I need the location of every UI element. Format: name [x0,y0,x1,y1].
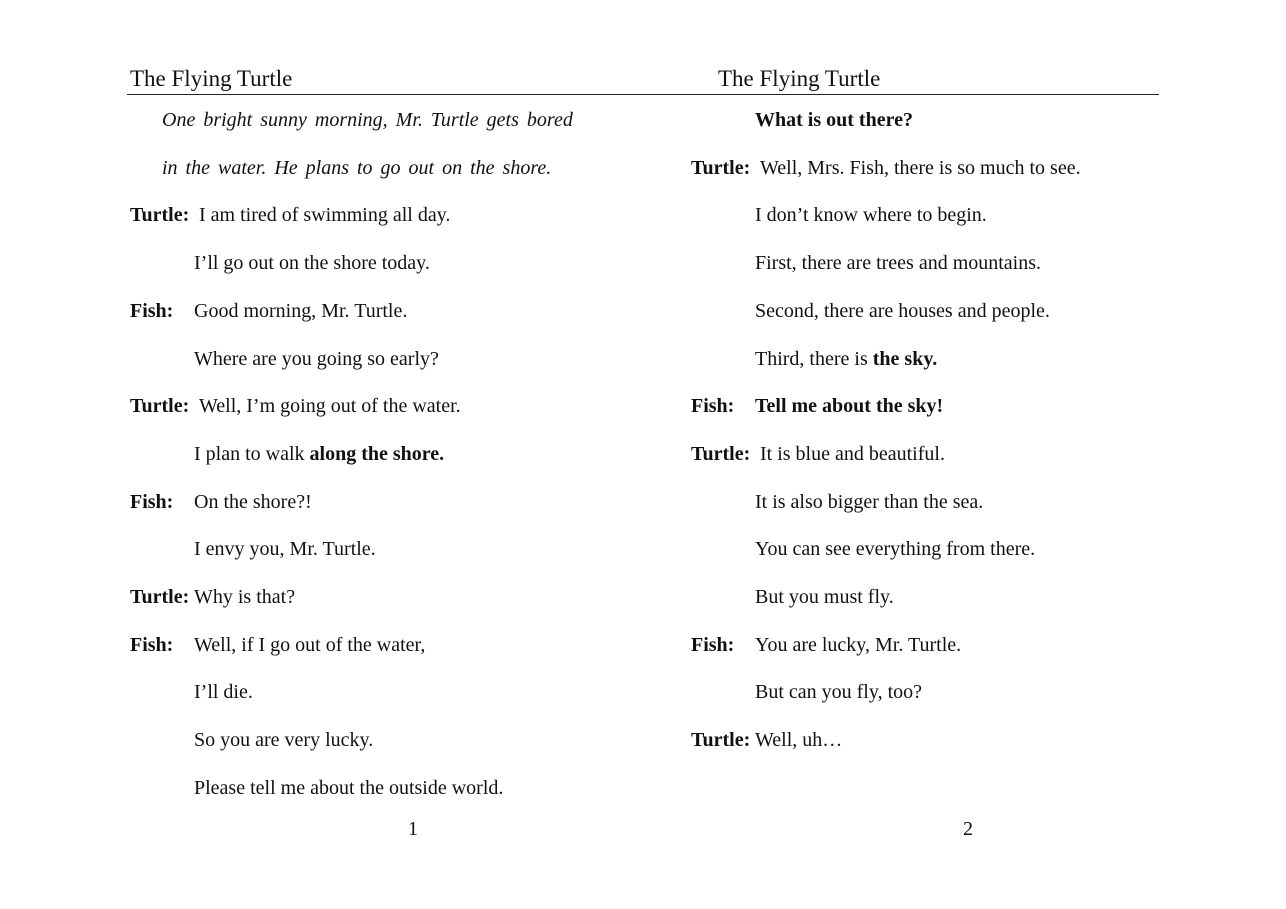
dialogue-line [755,107,913,133]
dialogue-text: Second, there are houses and people. [755,299,1050,322]
dialogue-line [755,727,842,753]
dialogue-line [755,250,1041,276]
speaker-label: Turtle: [130,395,190,418]
header-divider [127,94,1159,95]
dialogue-line [755,536,1035,562]
dialogue-line [755,346,937,372]
dialogue-line [194,775,503,801]
page-header-title-left: The Flying Turtle [130,66,293,91]
dialogue-text: It is blue and beautiful. [760,442,945,465]
dialogue-text: I don’t know where to begin. [755,204,987,227]
dialogue-line [194,679,253,705]
speaker-label: Fish: [130,633,174,656]
dialogue-line [760,155,1081,181]
speaker-label: Fish: [691,633,735,656]
speaker-label: Turtle: [691,442,751,465]
dialogue-line [194,346,439,372]
narration-line: in the water. He plans to go out on the shore. [162,156,552,179]
dialogue-text: You are lucky, Mr. Turtle. [755,633,962,656]
dialogue-text: First, there are trees and mountains. [755,252,1042,275]
dialogue-line [755,632,961,658]
dialogue-text: Well, Mrs. Fish, there is so much to see. [760,156,1081,179]
speaker-label: Fish: [691,395,735,418]
dialogue-line [194,441,444,467]
dialogue-text: Where are you going so early? [194,347,439,370]
page-header-title-right: The Flying Turtle [718,66,881,91]
dialogue-line [194,584,295,610]
dialogue-text: But you must fly. [755,586,894,608]
dialogue-text: I’ll go out on the shore today. [194,252,430,275]
dialogue-text: On the shore?! [194,490,312,513]
dialogue-line [755,584,894,610]
dialogue-line [760,441,945,467]
dialogue-text: Good morning, Mr. Turtle. [194,299,408,322]
dialogue-text: But can you fly, too? [755,681,923,704]
dialogue-text: I plan to walk [194,442,310,465]
dialogue-text: Third, there is [755,347,873,370]
dialogue-text: I am tired of swimming all day. [199,204,451,227]
dialogue-text: Well, I’m going out of the water. [199,395,461,418]
speaker-label: Fish: [130,299,174,322]
dialogue-line [755,298,1050,324]
dialogue-line [755,202,987,228]
page-number-1: 1 [408,818,418,840]
dialogue-line [755,489,983,515]
speaker-label: Turtle: [691,156,751,179]
dialogue-emphasis: the sky. [872,347,938,370]
dialogue-text: So you are very lucky. [194,729,374,752]
dialogue-text: Why is that? [194,586,296,608]
dialogue-line [194,250,430,276]
speaker-label: Turtle: [691,729,751,752]
dialogue-line [755,679,922,705]
dialogue-line [194,489,312,515]
dialogue-line [199,202,450,228]
dialogue-text: Well, uh… [755,729,843,752]
dialogue-line [194,632,425,658]
dialogue-line [199,393,461,419]
dialogue-emphasis: Tell me about the sky! [755,395,944,418]
dialogue-text: It is also bigger than the sea. [755,490,984,513]
dialogue-line [194,536,376,562]
narration-line: One bright sunny morning, Mr. Turtle gets bored [162,109,573,131]
dialogue-line [755,393,943,419]
speaker-label: Fish: [130,490,174,513]
dialogue-line [194,298,407,324]
speaker-label: Turtle: [130,204,190,227]
speaker-label: Turtle: [130,586,190,608]
dialogue-text: Please tell me about the outside world. [194,776,504,799]
dialogue-text: I envy you, Mr. Turtle. [194,538,376,561]
dialogue-emphasis: What is out there? [755,109,913,131]
dialogue-line [194,727,373,753]
page-number-2: 2 [963,818,973,840]
dialogue-text: I’ll die. [194,681,253,704]
dialogue-emphasis: along the shore. [309,442,445,465]
dialogue-text: You can see everything from there. [755,538,1036,561]
dialogue-text: Well, if I go out of the water, [194,633,426,656]
